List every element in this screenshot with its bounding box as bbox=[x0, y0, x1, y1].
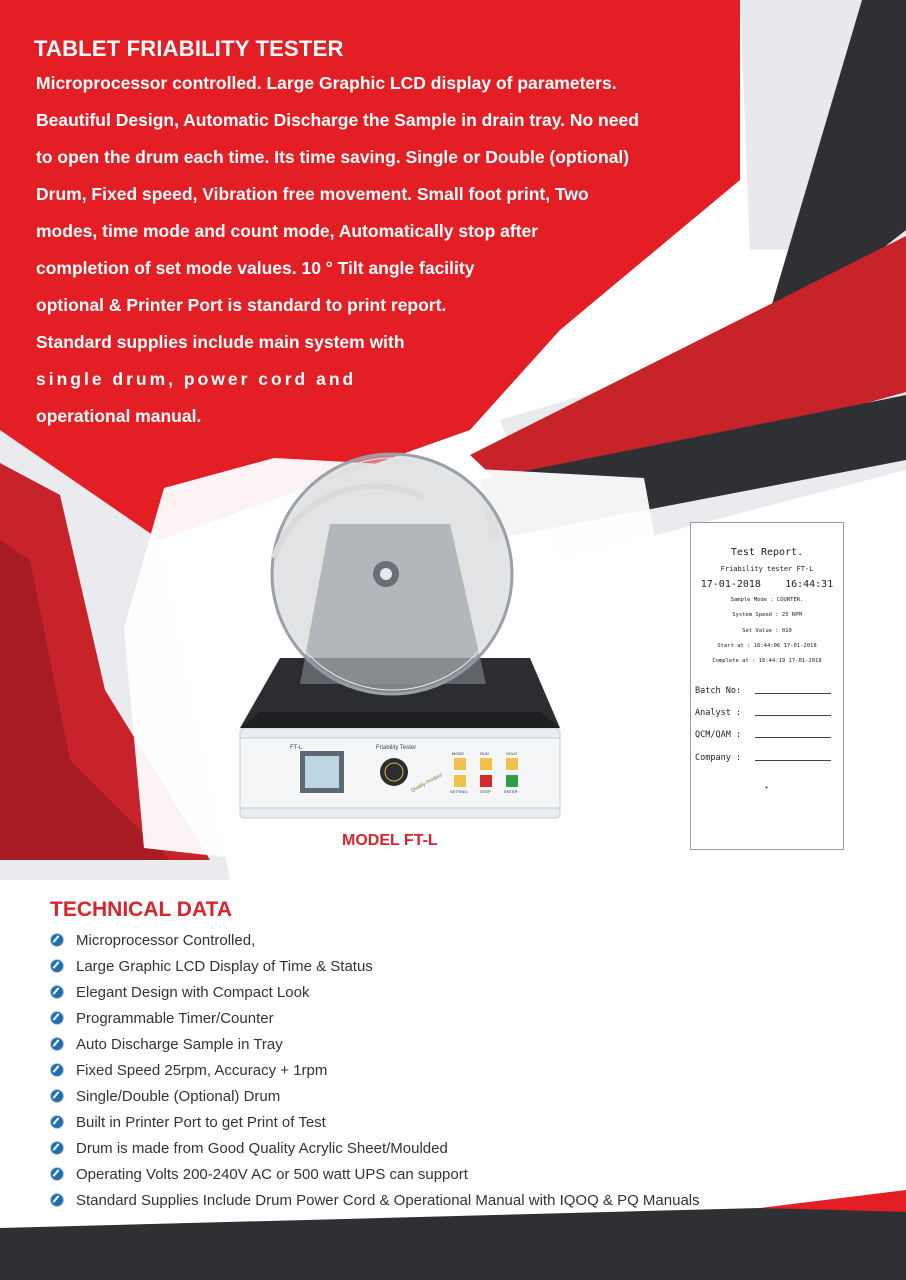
report-complete: Complete at : 16:44:19 17-01-2018 bbox=[712, 658, 822, 664]
report-field-line bbox=[755, 715, 831, 716]
check-bullet-icon bbox=[50, 1115, 64, 1129]
panel-model-text: FT-L bbox=[290, 745, 303, 751]
list-item bbox=[50, 1057, 700, 1083]
list-item bbox=[50, 979, 700, 1005]
report-subtitle: Friability tester FT-L bbox=[720, 565, 814, 573]
list-item-text: Elegant Design with Compact Look bbox=[76, 983, 310, 1001]
intro-line: Standard supplies include main system with bbox=[36, 332, 405, 352]
key-label: ENTER bbox=[504, 789, 518, 794]
check-bullet-icon bbox=[50, 985, 64, 999]
report-set-value: Set Value : 010 bbox=[742, 628, 792, 634]
technical-data-list bbox=[50, 927, 700, 1213]
report-system-speed: System Speed : 25 RPM bbox=[732, 612, 802, 618]
intro-line: Drum, Fixed speed, Vibration free movement. Small foot print, Two bbox=[36, 184, 589, 204]
test-report-printout bbox=[690, 522, 844, 850]
check-bullet-icon bbox=[50, 1063, 64, 1077]
model-label: MODEL FT-L bbox=[342, 832, 438, 849]
intro-line: completion of set mode values. 10 ° Tilt angle facility bbox=[36, 258, 475, 278]
report-field-line bbox=[755, 737, 831, 738]
list-item bbox=[50, 1031, 700, 1057]
check-bullet-icon bbox=[50, 1167, 64, 1181]
product-illustration bbox=[124, 428, 664, 868]
list-item bbox=[50, 927, 700, 953]
list-item bbox=[50, 1005, 700, 1031]
intro-line: modes, time mode and count mode, Automatically stop after bbox=[36, 221, 539, 241]
key-label: MODE bbox=[452, 751, 464, 756]
report-start: Start at : 16:44:06 17-01-2018 bbox=[717, 643, 817, 649]
intro-line: operational manual. bbox=[36, 406, 202, 426]
list-item-text: Large Graphic LCD Display of Time & Status bbox=[76, 957, 373, 975]
key-label: HOLD bbox=[506, 751, 518, 756]
report-time: 16:44:31 bbox=[785, 579, 834, 590]
report-field-company: Company : bbox=[695, 753, 742, 763]
check-bullet-icon bbox=[50, 1193, 64, 1207]
intro-line: optional & Printer Port is standard to print report. bbox=[36, 295, 447, 315]
key-label: STOP bbox=[480, 789, 491, 794]
key-label: SETTING bbox=[450, 789, 468, 794]
report-field-line bbox=[755, 760, 831, 761]
check-bullet-icon bbox=[50, 959, 64, 973]
report-date: 17-01-2018 bbox=[700, 579, 761, 590]
list-item-text: Microprocessor Controlled, bbox=[76, 931, 256, 949]
check-bullet-icon bbox=[50, 1037, 64, 1051]
list-item-text: Fixed Speed 25rpm, Accuracy + 1rpm bbox=[76, 1061, 328, 1079]
list-item-text: Built in Printer Port to get Print of Test bbox=[76, 1113, 326, 1131]
intro-line: Beautiful Design, Automatic Discharge the Sample in drain tray. No need bbox=[36, 110, 639, 130]
panel-quality-text: Quality Product bbox=[410, 772, 444, 794]
report-title: Test Report. bbox=[730, 547, 804, 558]
check-bullet-icon bbox=[50, 1089, 64, 1103]
intro-line: single drum, power cord and bbox=[36, 369, 357, 389]
list-item-text: Drum is made from Good Quality Acrylic Sheet/Moulded bbox=[76, 1139, 448, 1157]
page-title: TABLET FRIABILITY TESTER bbox=[34, 36, 344, 61]
intro-line: Microprocessor controlled. Large Graphic LCD display of parameters. bbox=[36, 73, 617, 93]
check-bullet-icon bbox=[50, 1141, 64, 1155]
list-item-text: Single/Double (Optional) Drum bbox=[76, 1087, 281, 1105]
list-item bbox=[50, 1109, 700, 1135]
intro-description bbox=[36, 68, 639, 438]
check-bullet-icon bbox=[50, 933, 64, 947]
list-item bbox=[50, 1161, 700, 1187]
intro-line: to open the drum each time. Its time saving. Single or Double (optional) bbox=[36, 147, 630, 167]
list-item-text: Programmable Timer/Counter bbox=[76, 1009, 274, 1027]
list-item-text: Operating Volts 200-240V AC or 500 watt UPS can support bbox=[76, 1165, 468, 1183]
list-item bbox=[50, 1083, 700, 1109]
report-field-analyst: Analyst : bbox=[695, 708, 742, 718]
check-bullet-icon bbox=[50, 1011, 64, 1025]
list-item bbox=[50, 1187, 700, 1213]
report-field-line bbox=[755, 693, 831, 694]
list-item-text: Standard Supplies Include Drum Power Cord & Operational Manual with IQOQ & PQ Manuals bbox=[76, 1191, 700, 1209]
list-item-text: Auto Discharge Sample in Tray bbox=[76, 1035, 283, 1053]
list-item bbox=[50, 953, 700, 979]
technical-data-heading: TECHNICAL DATA bbox=[50, 898, 232, 921]
list-item bbox=[50, 1135, 700, 1161]
report-arrow-icon: ▸ bbox=[765, 784, 769, 791]
panel-brand-text: Friability Tester bbox=[376, 745, 417, 751]
report-field-qcm: QCM/QAM : bbox=[695, 730, 742, 740]
report-sample-mode: Sample Mode : COUNTER. bbox=[730, 597, 804, 603]
report-field-batch: Batch No: bbox=[695, 686, 742, 696]
key-label: RUN bbox=[480, 751, 489, 756]
report-datetime bbox=[691, 579, 843, 590]
